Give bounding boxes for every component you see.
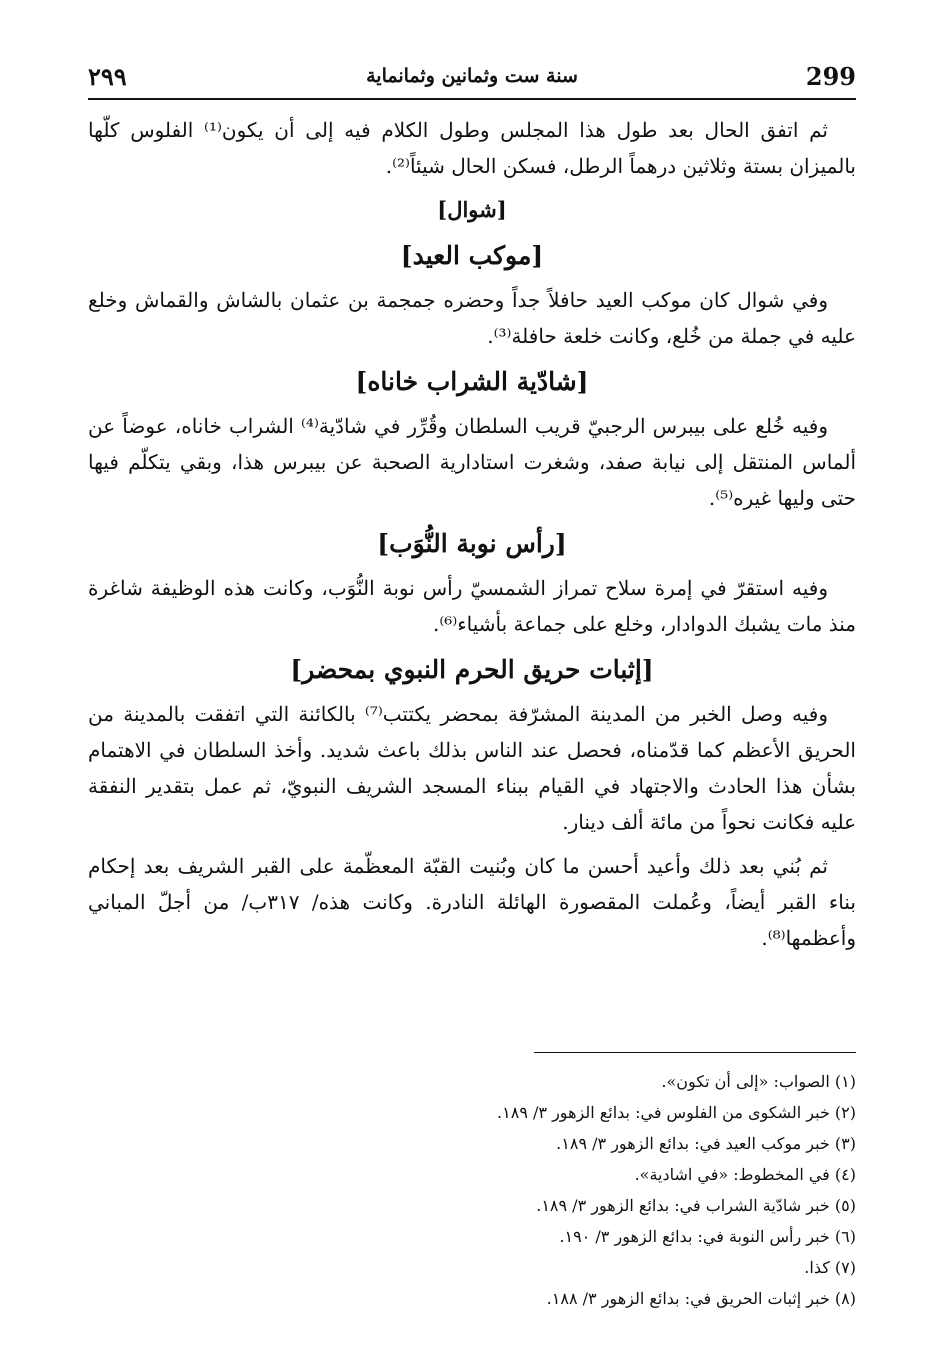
footnote-5: (٥) خبر شادّية الشراب في: بدائع الزهور ٣/ ١٨٩.: [536, 1196, 856, 1215]
section-heading-sharab-khanah: [شادّية الشراب خاناه]: [355, 367, 589, 396]
footnote-2: (٢) خبر الشكوى من الفلوس في: بدائع الزهور ٣/ ١٨٩.: [497, 1103, 856, 1122]
footnote-8: (٨) خبر إثبات الحريق في: بدائع الزهور ٣/ ١٨٨.: [546, 1289, 856, 1308]
paragraph-3: وفيه خُلع على بيبرس الرجبيّ قريب السلطان وقُرِّر في شادّية⁽⁴⁾ الشراب خاناه، عوضاً عن ألماس المنتقل إلى نيابة صفد، وشغرت استادارية الصحبة عن بيبرس هذا، وبقي يتكلّم فيها حتى وليها غيره⁽⁵⁾.: [88, 414, 856, 510]
footnotes-list: [88, 1066, 856, 1314]
section-heading-haram-fire: [إثبات حريق الحرم النبوي بمحضر]: [290, 655, 654, 684]
month-heading: [شوال]: [437, 197, 507, 222]
main-text: [88, 112, 856, 964]
footnote-4: (٤) في المخطوط: «في اشادية».: [634, 1165, 856, 1184]
footnote-3: (٣) خبر موكب العيد في: بدائع الزهور ٣/ ١٨٩.: [556, 1134, 856, 1153]
section-heading-ras-nawba: [رأس نوبة النُّوَب]: [377, 529, 567, 558]
page-number-arabic: ٢٩٩: [88, 62, 127, 91]
paragraph-6: ثم بُني بعد ذلك وأعيد أحسن ما كان وبُنيت القبّة المعظّمة على القبر الشريف بعد إحكام بناء القبر أيضاً، وعُملت المقصورة الهائلة النادرة. وكانت هذه/ ٣١٧ب/ من أجلّ المباني وأعظمها⁽⁸⁾.: [88, 854, 856, 950]
section-heading-eid-procession: [موكب العيد]: [400, 241, 544, 270]
footnote-6: (٦) خبر رأس النوبة في: بدائع الزهور ٣/ ١٩٠.: [559, 1227, 856, 1246]
paragraph-1: ثم اتفق الحال بعد طول هذا المجلس وطول الكلام فيه إلى أن يكون⁽¹⁾ الفلوس كلّها بالميزان بستة وثلاثين درهماً الرطل، فسكن الحال شيئاً⁽²⁾.: [88, 118, 856, 178]
page-number-latin: 299: [805, 62, 856, 91]
running-title: سنة ست وثمانين وثمانماية: [366, 65, 578, 87]
paragraph-4: وفيه استقرّ في إمرة سلاح تمراز الشمسيّ رأس نوبة النُّوَب، وكانت هذه الوظيفة شاغرة منذ مات يشبك الدوادار، وخلع على جماعة بأشياء⁽⁶⁾.: [88, 576, 856, 636]
paragraph-5: وفيه وصل الخبر من المدينة المشرّفة بمحضر يكتتب⁽⁷⁾ بالكائنة التي اتفقت بالمدينة من الحريق الأعظم كما قدّمناه، فحصل عند الناس بذلك باعث شديد. وأخذ السلطان في الاهتمام بشأن هذا الحادث والاجتهاد في القيام ببناء المسجد الشريف النبويّ، ثم عمل بتقدير النفقة عليه فكانت نحواً من مائة ألف دينار.: [88, 702, 856, 834]
footnote-7: (٧) كذا.: [804, 1258, 856, 1277]
footnote-divider: [534, 1052, 856, 1053]
paragraph-2: وفي شوال كان موكب العيد حافلاً جداً وحضره جمجمة بن عثمان بالشاش والقماش وخلع عليه في جملة من خُلع، وكانت خلعة حافلة⁽³⁾.: [88, 288, 856, 348]
footnote-1: (١) الصواب: «إلى أن تكون».: [661, 1072, 856, 1091]
page-header: [88, 58, 856, 100]
